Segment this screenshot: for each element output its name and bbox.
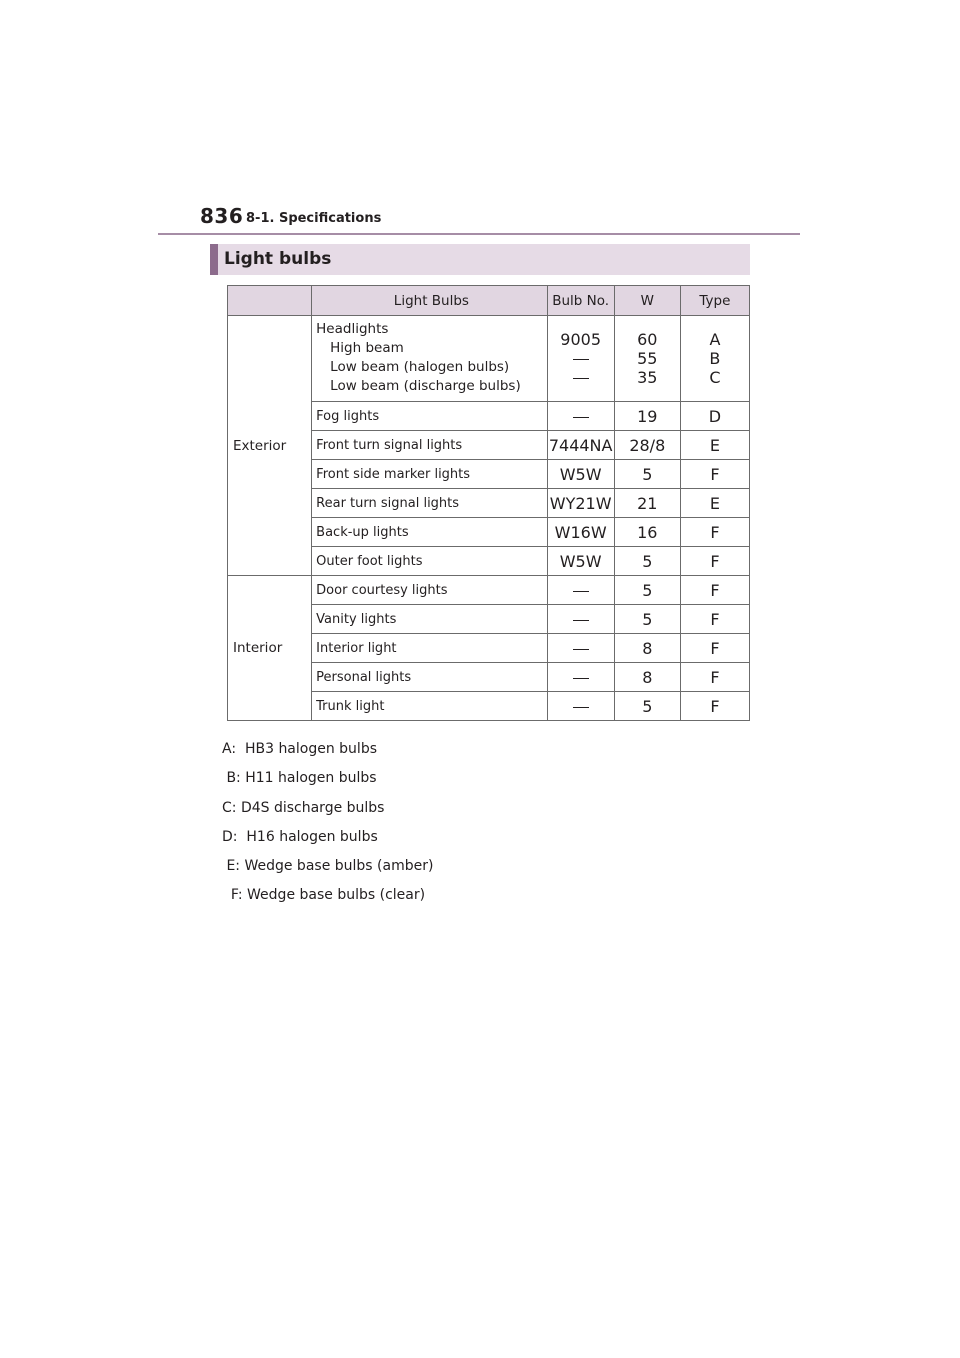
page-number: 836 — [200, 204, 244, 228]
bulb-watts: 8 — [614, 634, 680, 663]
column-header-w: W — [614, 286, 680, 316]
column-header-light-bulbs: Light Bulbs — [312, 286, 547, 316]
headlights-bulb-no-3-dash — [548, 368, 614, 387]
light-bulbs-table — [227, 285, 750, 721]
group-interior: Interior — [228, 576, 312, 721]
bulb-watts: 5 — [614, 605, 680, 634]
dash-mark — [573, 649, 589, 650]
note-line: A: HB3 halogen bulbs — [222, 741, 377, 757]
bulb-type: E — [680, 489, 749, 518]
bulb-watts: 5 — [614, 576, 680, 605]
headlights-types — [680, 316, 749, 402]
bulb-number: W16W — [547, 518, 614, 547]
type-notes — [222, 739, 433, 915]
note-line: D: H16 halogen bulbs — [222, 828, 378, 845]
headlights-w-3: 35 — [637, 368, 658, 387]
bulb-watts: 16 — [614, 518, 680, 547]
section-label: 8-1. Specifications — [246, 211, 382, 226]
bulb-number — [547, 402, 614, 431]
bulb-type: F — [680, 547, 749, 576]
headlights-w-2: 55 — [637, 349, 658, 368]
bulb-number: W5W — [547, 547, 614, 576]
bulb-name: Door courtesy lights — [312, 576, 547, 605]
bulb-number: WY21W — [547, 489, 614, 518]
headlights-bulb-no — [547, 316, 614, 402]
headlights-cell — [312, 316, 547, 402]
bulb-watts: 19 — [614, 402, 680, 431]
table-row — [228, 576, 750, 605]
bulb-name: Trunk light — [312, 692, 547, 721]
headlights-watts — [614, 316, 680, 402]
dash-mark — [573, 707, 589, 708]
note-line: C: D4S discharge bulbs — [222, 799, 385, 816]
headlights-bulb-no-2-dash — [548, 349, 614, 368]
section-title: Light bulbs — [224, 249, 332, 269]
note-line: B: H11 halogen bulbs — [222, 770, 377, 787]
headlights-type-2: B — [709, 349, 721, 368]
bulb-name: Outer foot lights — [312, 547, 547, 576]
dash-mark — [573, 417, 589, 418]
table-body — [228, 316, 750, 721]
bulb-number — [547, 692, 614, 721]
headlights-low-beam-halogen: Low beam (halogen bulbs) — [330, 359, 510, 375]
bulb-type: F — [680, 518, 749, 547]
bulb-watts: 21 — [614, 489, 680, 518]
header-rule — [158, 233, 800, 235]
bulb-watts: 5 — [614, 692, 680, 721]
bulb-name: Back-up lights — [312, 518, 547, 547]
dash-mark — [573, 620, 589, 621]
bulb-name: Interior light — [312, 634, 547, 663]
bulb-name: Front turn signal lights — [312, 431, 547, 460]
bulb-number: 7444NA — [547, 431, 614, 460]
bulb-type: F — [680, 692, 749, 721]
bulb-number: W5W — [547, 460, 614, 489]
bulb-number — [547, 634, 614, 663]
bulb-name: Personal lights — [312, 663, 547, 692]
bulb-type: F — [680, 605, 749, 634]
bulb-name: Front side marker lights — [312, 460, 547, 489]
bulb-name: Rear turn signal lights — [312, 489, 547, 518]
headlights-high-beam: High beam — [330, 340, 404, 356]
bulb-watts: 28/8 — [614, 431, 680, 460]
bulb-type: E — [680, 431, 749, 460]
note-line: F: Wedge base bulbs (clear) — [222, 887, 426, 904]
bulb-type: D — [680, 402, 749, 431]
bulb-watts: 5 — [614, 460, 680, 489]
bulb-watts: 5 — [614, 547, 680, 576]
note-line: E: Wedge base bulbs (amber) — [222, 858, 434, 875]
table-header-row — [228, 286, 750, 316]
bulb-type: F — [680, 460, 749, 489]
bulb-number — [547, 576, 614, 605]
column-header-group — [228, 286, 312, 316]
dash-mark — [573, 678, 589, 679]
headlights-low-beam-discharge: Low beam (discharge bulbs) — [330, 378, 521, 394]
bulb-number — [547, 605, 614, 634]
bulb-type: F — [680, 576, 749, 605]
bulb-name: Vanity lights — [312, 605, 547, 634]
headlights-w-1: 60 — [637, 330, 658, 349]
bulb-name: Fog lights — [312, 402, 547, 431]
headlights-bulb-no-1: 9005 — [560, 330, 602, 349]
section-title-bar — [210, 244, 750, 275]
bulb-type: F — [680, 663, 749, 692]
column-header-bulb-no: Bulb No. — [547, 286, 614, 316]
table-row-headlights — [228, 316, 750, 402]
dash-mark — [573, 591, 589, 592]
headlights-label: Headlights — [316, 321, 389, 337]
bulb-watts: 8 — [614, 663, 680, 692]
headlights-type-3: C — [709, 368, 721, 387]
headlights-type-1: A — [709, 330, 721, 349]
group-exterior: Exterior — [228, 316, 312, 576]
column-header-type: Type — [680, 286, 749, 316]
bulb-type: F — [680, 634, 749, 663]
bulb-number — [547, 663, 614, 692]
